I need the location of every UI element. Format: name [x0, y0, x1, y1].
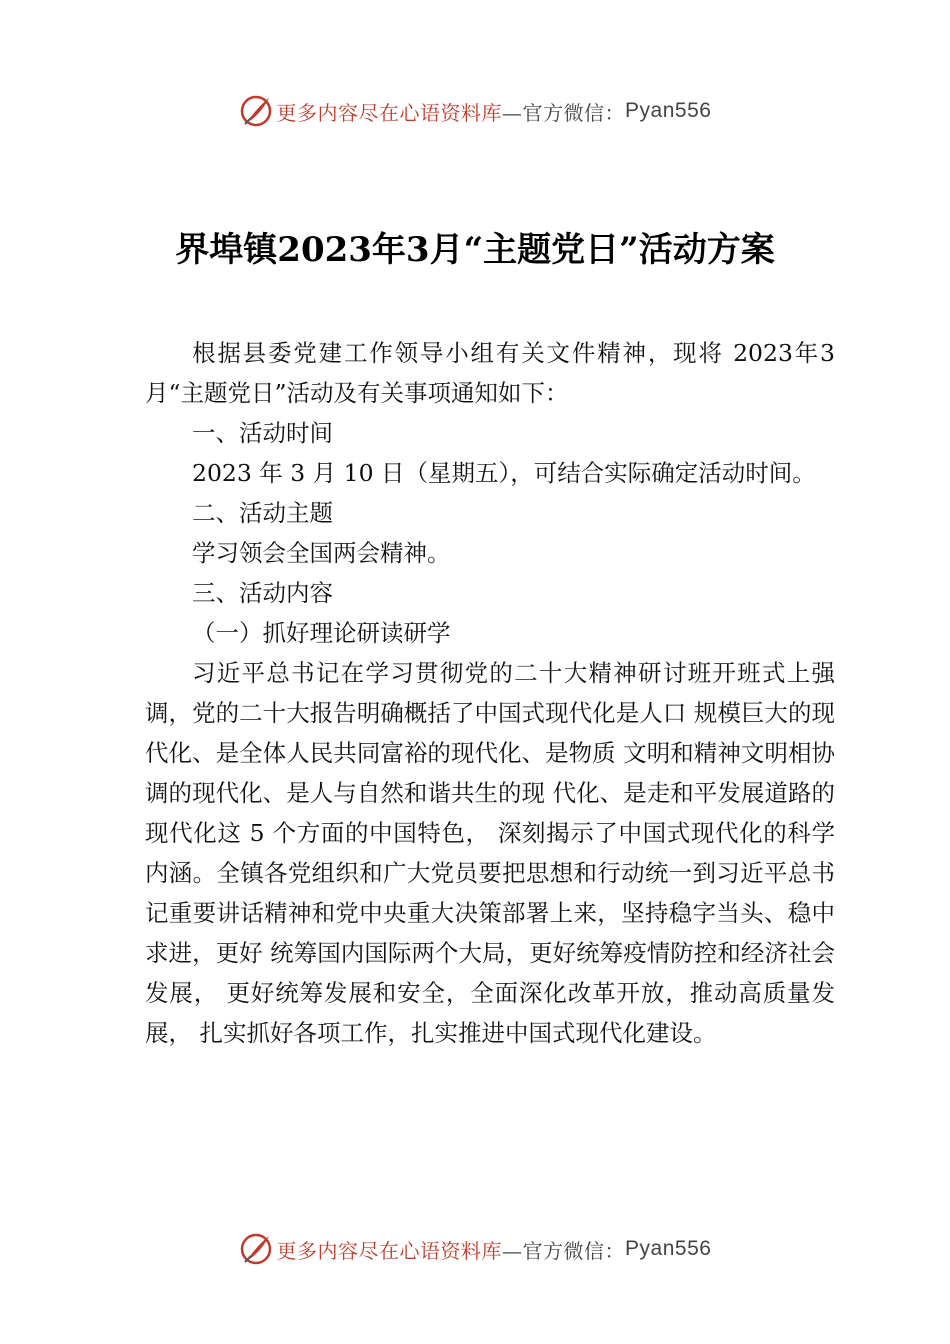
watermark-separator: —官方微信：: [502, 100, 626, 125]
header-watermark: [0, 94, 950, 128]
watermark-brand: 更多内容尽在心语资料库: [276, 1238, 503, 1263]
subheading-theory-study: （一）抓好理论研读研学: [192, 619, 451, 647]
document-body: [145, 333, 835, 1053]
watermark-wechat-id: Pyan556: [625, 1237, 712, 1260]
heading-activity-content: 三、活动内容: [192, 579, 333, 607]
heading-activity-time: 一、活动时间: [192, 419, 333, 447]
quill-pen-logo-icon: [239, 94, 273, 128]
paragraph-activity-theme: 学习领会全国两会精神。: [192, 539, 451, 567]
paragraph-intro: 根据县委党建工作领导小组有关文件精神，现将 2023年3月“主题党日”活动及有关事项通知如下：: [145, 339, 835, 407]
watermark-separator: —官方微信：: [502, 1238, 626, 1263]
footer-watermark: [0, 1232, 950, 1266]
watermark-wechat-id: Pyan556: [625, 99, 712, 122]
paragraph-activity-time: 2023 年 3 月 10 日（星期五），可结合实际确定活动时间。: [192, 459, 816, 487]
heading-activity-theme: 二、活动主题: [192, 499, 333, 527]
watermark-brand: 更多内容尽在心语资料库: [276, 100, 503, 125]
document-title: 界埠镇2023年3月“主题党日”活动方案: [175, 230, 775, 270]
paragraph-theory-study: 习近平总书记在学习贯彻党的二十大精神研讨班开班式上强调，党的二十大报告明确概括了中国式现代化是人口 规模巨大的现代化、是全体人民共同富裕的现代化、是物质 文明和精神文明相协调的现代化、是人与自然和谐共生的现 代化、是走和平发展道路的现代化这 5 个方面的中国特色， 深刻揭示了中国式现代化的科学内涵。全镇各党组织和广大党员要把思想和行动统一到习近平总书记重要讲话精神和党中央重大决策部署上来，坚持稳字当头、稳中求进，更好 统筹国内国际两个大局，更好统筹疫情防控和经济社会发展， 更好统筹发展和安全，全面深化改革开放，推动高质量发展， 扎实抓好各项工作，扎实推进中国式现代化建设。: [145, 659, 835, 1047]
quill-pen-logo-icon: [239, 1232, 273, 1266]
